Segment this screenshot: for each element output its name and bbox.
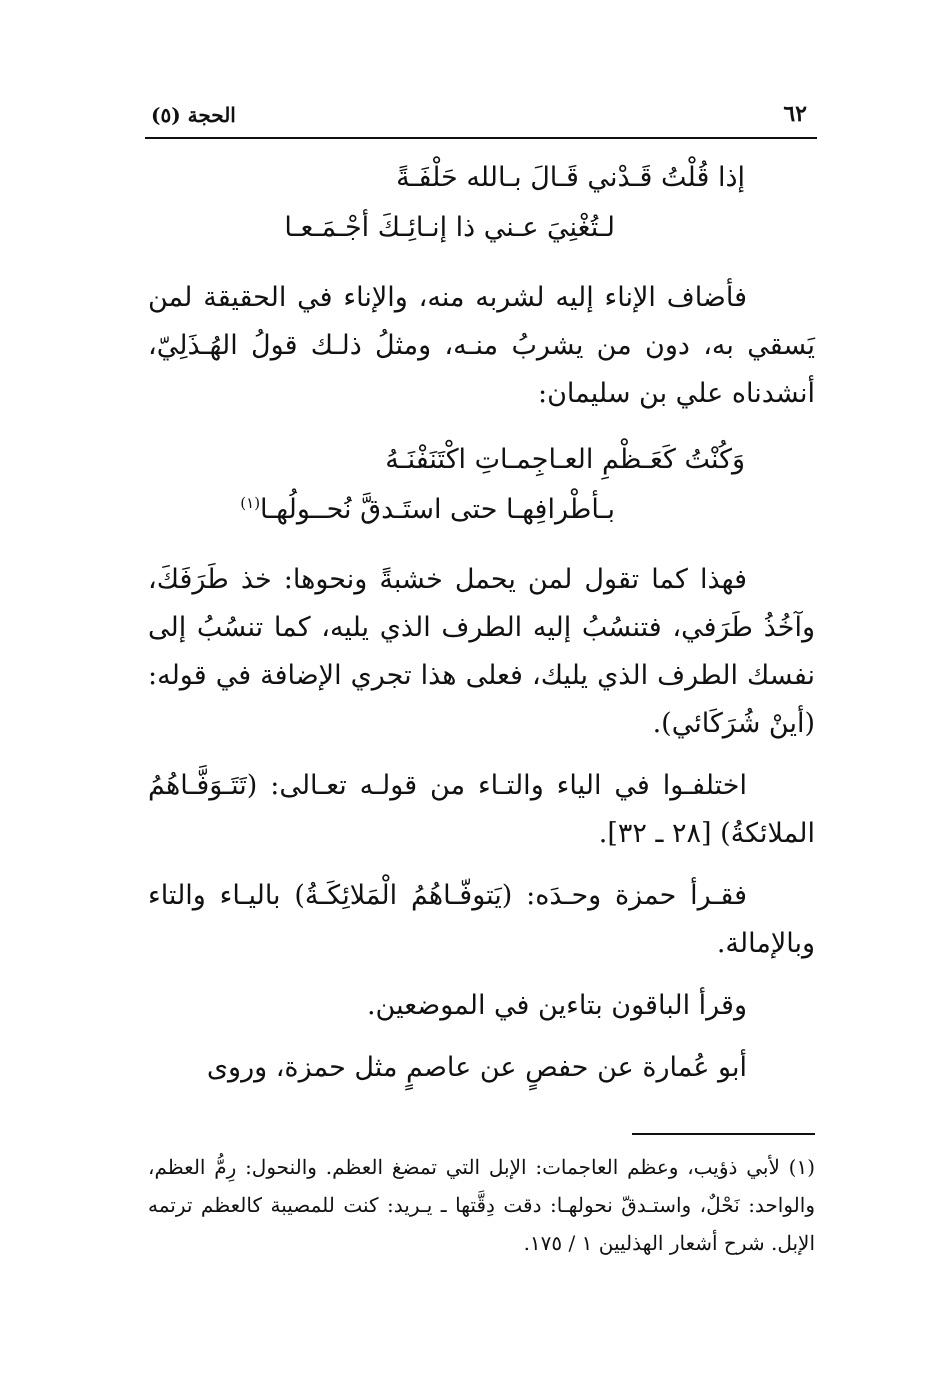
paragraph-5: وقرأ الباقون بتاءين في الموضعين.: [366, 990, 747, 1021]
verse-1-hemistich-1: إذا قُلْتُ قَـدْني قَـالَ بـالله حَلْفَـةً: [396, 162, 745, 193]
page-header: [145, 95, 815, 135]
page-body: [148, 150, 815, 1102]
paragraph-6: أبو عُمارة عن حفصٍ عن عاصمٍ مثل حمزة، وروى: [206, 1052, 747, 1083]
footnote-mark: (١): [240, 494, 261, 512]
verse-2-hemistich-2: بـأطْرافِهـا حتى استَـدقَّ نُحــولُهـا: [260, 494, 615, 525]
verse-2: [148, 432, 815, 556]
verse-2-hemistich-1: وَكُنْتُ كَعَـظْمِ العـاجِمـاتِ اكْتَنَفْنَـهُ: [385, 444, 745, 475]
verse-2-hemistich-2-line: [240, 494, 615, 525]
verse-1-hemistich-2: لـتُغْنِيَ عـني ذا إنـائِـكَ أجْـمَـعـا: [284, 212, 615, 243]
running-title: الحجة (٥): [151, 103, 236, 127]
paragraph-1: فأضاف الإناء إليه لشربه منه، والإناء في الحقيقة لمن يَسقي به، دون من يشربُ منـه، ومثلُ ذلـك قولُ الهُـذَلِيّ، أنشدناه علي بن سليمان:: [148, 282, 815, 409]
paragraph-2: فهذا كما تقول لمن يحمل خشبةً ونحوها: خذ طَرَفَكَ، وآخُذُ طَرَفي، فتنسُبُ إليه الطرف الذي يليه، كما تنسُبُ إلى نفسك الطرف الذي يليك، فعلى هذا تجري الإضافة في قوله: (أينْ شُرَكَائي).: [148, 564, 815, 739]
footnote-rule: [632, 1133, 815, 1135]
page-number: ٦٢: [783, 101, 807, 127]
paragraph-3: اختلفـوا في الياء والتـاء من قولـه تعـالى: (تَتَـوَفَّـاهُمُ الملائكةُ) [٢٨ ـ ٣٢].: [148, 770, 815, 849]
header-rule: [145, 137, 817, 139]
footnote: (١) لأبي ذؤيب، وعظم العاجمات: الإبل التي تمضغ العظم. والنحول: رِمُّ العظم، والواحد: نَحْلٌ، واستـدقّ نحولهـا: دقت دِقَّتها ـ يـريد: كنت للمصيبة كالعظم ترتمه الإبل. شرح أشعار الهذليين ١ / ١٧٥.: [148, 1155, 815, 1255]
paragraph-4: فقـرأ حمزة وحـدَه: (يَتوفّـاهُمُ الْمَلائِكَـةُ) باليـاء والتاء وبالإمالة.: [148, 880, 815, 959]
verse-1: [148, 150, 815, 274]
